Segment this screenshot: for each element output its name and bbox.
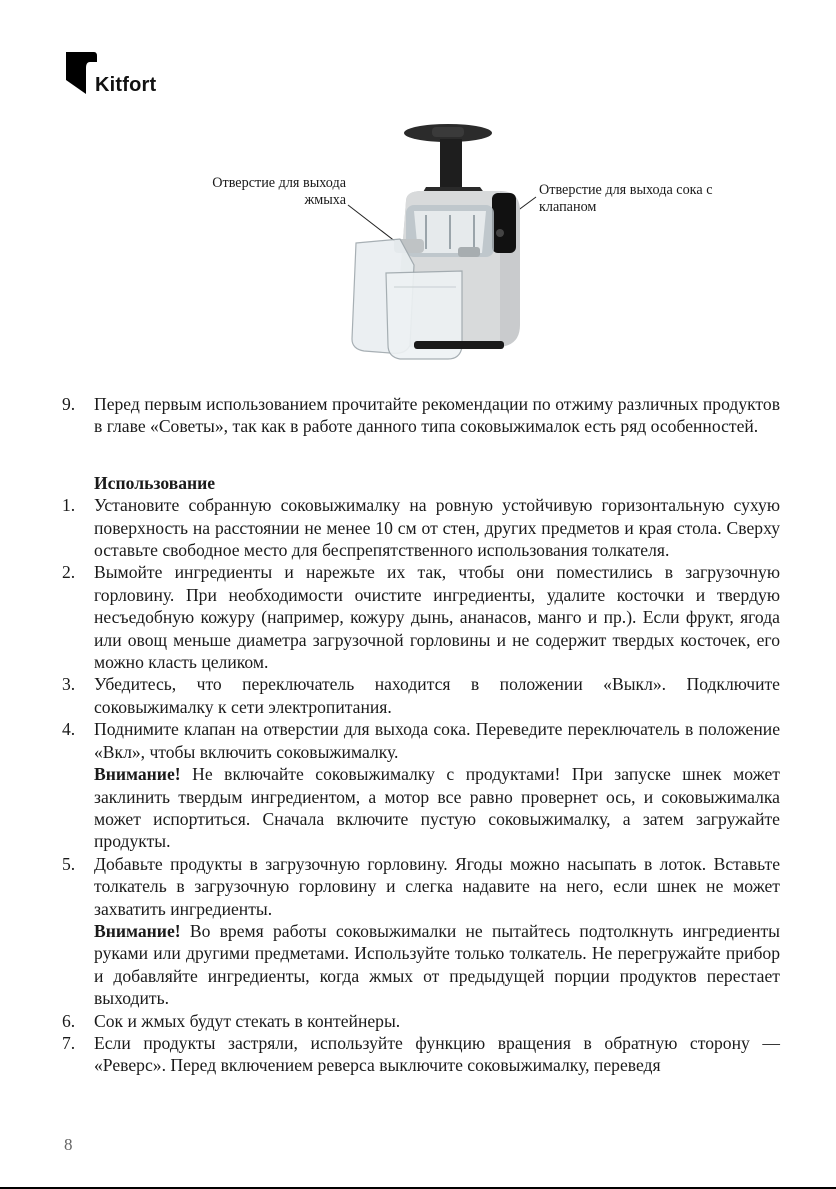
warning-paragraph [94,763,780,853]
list-item [62,393,780,438]
warning-text: Не включайте соковыжималку с продуктами! При запуске шнек может заклинить твердым ингредиентом, а мотор все равно провернет ось, и соковыжималка может испортиться. Сначала включите пустую соковыжималку, а затем загружайте продукты. [94,764,780,852]
list-item [62,853,780,1010]
item-number: 9. [62,394,76,414]
warning-text: Во время работы соковыжималки не пытайтесь подтолкнуть ингредиенты руками или другими предметами. Используйте только толкатель. Не перегружайте прибор и добавляйте ингредиенты, когда жмых от предыдущей порции продуктов перестает выходить. [94,920,780,1009]
juicer-illustration [200,115,700,365]
juice-outlet-label: Отверстие для выхода сока с клапаном [539,182,713,215]
page-number: 8 [64,1135,73,1154]
list-item [62,718,780,852]
item-text: Если продукты застряли, используйте функцию вращения в обратную сторону — «Реверс». Перед включением реверса выключите соковыжималку, переведя [94,1032,780,1076]
item-number: 6. [62,1010,76,1031]
item-text: Поднимите клапан на отверстии для выхода сока. Переведите переключатель в положение «Вкл», чтобы включить соковыжималку. [94,719,780,762]
warning-label: Внимание! [94,764,181,785]
pulp-outlet-label: Отверстие для выхода жмыха [212,175,346,208]
item-text: Вымойте ингредиенты и нарежьте их так, чтобы они поместились в загрузочную горловину. При необходимости очистите ингредиенты, удалите косточки и твердую несъедобную кожуру (например, кожуру дынь, ананасов, манго и пр.). Если фрукт, ягода или овощ меньше диаметра загрузочной горловины и не содержит твердых косточек, его можно класть целиком. [94,562,780,673]
item-text: Сок и жмых будут стекать в контейнеры. [94,1010,401,1031]
list-item [62,1010,780,1032]
brand-name: Kitfort [95,74,157,96]
list-item [62,494,780,561]
list-item [62,673,780,718]
item-number: 5. [62,853,76,874]
item-number: 2. [62,562,76,583]
item-number: 1. [62,495,76,516]
item-text: Убедитесь, что переключатель находится в положении «Выкл». Подключите соковыжималку к сети электропитания. [94,674,780,717]
item-text: Перед первым использованием прочитайте рекомендации по отжиму различных продуктов в главе «Советы», так как в работе данного типа соковыжималок есть ряд особенностей. [94,394,780,437]
item-text: Установите собранную соковыжималку на ровную устойчивую горизонтальную сухую поверхность на расстоянии не менее 10 см от стен, других предметов и края стола. Сверху оставьте свободное место для беспрепятственного использования толкателя. [94,495,780,561]
section-heading: Использование [94,472,216,493]
item-number: 3. [62,674,76,695]
list-item [62,1032,780,1077]
instructions-body [62,393,780,1077]
list-item [62,561,780,673]
item-text: Добавьте продукты в загрузочную горловину. Ягоды можно насыпать в лоток. Вставьте толкатель в загрузочную горловину и слегка надавите на него, если шнек не может захватить ингредиенты. [94,853,780,919]
item-number: 4. [62,719,76,740]
warning-label: Внимание! [94,920,181,941]
warning-paragraph [94,920,780,1010]
item-number: 7. [62,1032,76,1053]
